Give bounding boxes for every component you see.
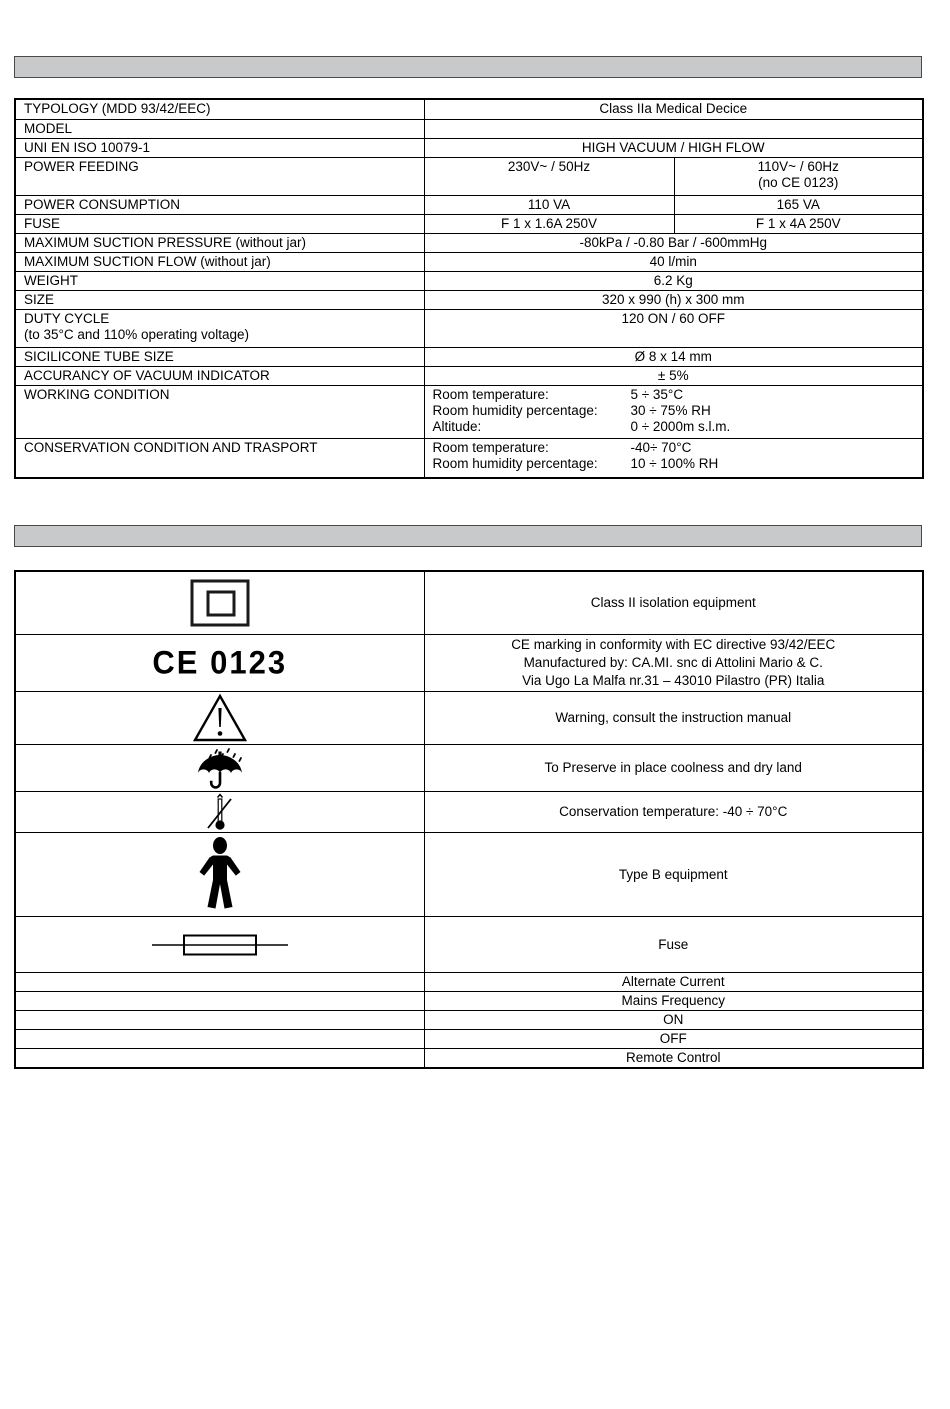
symbol-description: Conservation temperature: -40 ÷ 70°C [424, 792, 923, 833]
spec-value [424, 120, 923, 139]
spec-value: HIGH VACUUM / HIGH FLOW [424, 139, 923, 158]
spec-row-conservation [15, 439, 923, 479]
symbol-description: Mains Frequency [424, 992, 923, 1011]
symbol-description [424, 635, 923, 692]
spec-row-power-consumption [15, 196, 923, 215]
spec-row-size [15, 291, 923, 310]
spec-value: F 1 x 1.6A 250V [424, 215, 674, 234]
condition-line [433, 387, 915, 403]
spec-label: POWER FEEDING [15, 158, 424, 196]
condition-value: -40÷ 70°C [630, 440, 692, 455]
spec-value-230v: 230V~ / 50Hz [424, 158, 674, 196]
symbol-cell [15, 635, 424, 692]
spec-value-line: (no CE 0123) [758, 175, 839, 190]
spec-value: 40 l/min [424, 253, 923, 272]
condition-value: 30 ÷ 75% RH [630, 403, 711, 418]
symbol-cell [15, 917, 424, 973]
warning-triangle-icon [192, 693, 248, 743]
condition-name: Room humidity percentage: [432, 403, 598, 418]
fuse-icon [150, 932, 290, 958]
symbol-cell-empty [15, 992, 424, 1011]
symbol-cell [15, 792, 424, 833]
spec-conditions [424, 386, 923, 439]
spec-row-working-condition [15, 386, 923, 439]
symbol-row-type-b [15, 833, 923, 917]
condition-name: Room temperature: [432, 440, 549, 455]
symbol-cell [15, 833, 424, 917]
spec-table [14, 98, 924, 479]
spec-label: ACCURANCY OF VACUUM INDICATOR [15, 367, 424, 386]
section-header-bar-2 [14, 525, 922, 547]
spec-label: TYPOLOGY (MDD 93/42/EEC) [15, 99, 424, 120]
symbol-description-line: CE marking in conformity with EC directive 93/42/EEC [511, 637, 836, 652]
symbol-row-mains-frequency [15, 992, 923, 1011]
symbols-table [14, 570, 924, 1069]
symbol-description: Fuse [424, 917, 923, 973]
spec-label: MAXIMUM SUCTION PRESSURE (without jar) [15, 234, 424, 253]
spec-value: 110 VA [424, 196, 674, 215]
condition-line [433, 419, 915, 435]
document-content [14, 0, 922, 1069]
symbol-description: Remote Control [424, 1049, 923, 1069]
symbol-description-line: Via Ugo La Malfa nr.31 – 43010 Pilastro (PR) Italia [522, 673, 825, 688]
symbol-row-alternate-current [15, 973, 923, 992]
condition-value: 0 ÷ 2000m s.l.m. [630, 419, 731, 434]
spec-label: SIZE [15, 291, 424, 310]
condition-value: 10 ÷ 100% RH [630, 456, 719, 471]
symbol-row-keep-dry [15, 745, 923, 792]
spec-value-110v [674, 158, 923, 196]
symbol-cell-empty [15, 1011, 424, 1030]
type-b-person-icon [191, 837, 249, 913]
symbol-cell [15, 745, 424, 792]
symbol-description: Type B equipment [424, 833, 923, 917]
spec-value: Ø 8 x 14 mm [424, 348, 923, 367]
spec-row-weight [15, 272, 923, 291]
spec-row-typology [15, 99, 923, 120]
spec-label: POWER CONSUMPTION [15, 196, 424, 215]
keep-dry-umbrella-icon [190, 746, 250, 790]
symbol-description: To Preserve in place coolness and dry land [424, 745, 923, 792]
spec-row-fuse [15, 215, 923, 234]
spec-label: WEIGHT [15, 272, 424, 291]
condition-name: Room temperature: [432, 387, 549, 402]
condition-line [433, 456, 915, 472]
spec-label: FUSE [15, 215, 424, 234]
symbol-description-line: Manufactured by: CA.MI. snc di Attolini Mario & C. [523, 655, 823, 670]
spec-value: 6.2 Kg [424, 272, 923, 291]
spec-label: MAXIMUM SUCTION FLOW (without jar) [15, 253, 424, 272]
spec-row-duty-cycle [15, 310, 923, 348]
symbol-row-off [15, 1030, 923, 1049]
spec-row-uni-en-iso [15, 139, 923, 158]
symbol-row-warning [15, 692, 923, 745]
symbol-description: ON [424, 1011, 923, 1030]
spec-conditions [424, 439, 923, 479]
symbol-row-on [15, 1011, 923, 1030]
temperature-limit-icon [200, 793, 240, 831]
symbol-row-remote-control [15, 1049, 923, 1069]
symbol-row-class-ii [15, 571, 923, 635]
spec-label: WORKING CONDITION [15, 386, 424, 439]
symbol-row-temperature-limit [15, 792, 923, 833]
spec-value: 165 VA [674, 196, 923, 215]
spec-row-model [15, 120, 923, 139]
symbol-row-ce-marking [15, 635, 923, 692]
spec-row-max-suction-flow [15, 253, 923, 272]
symbol-description: Warning, consult the instruction manual [424, 692, 923, 745]
symbol-row-fuse [15, 917, 923, 973]
spec-label: SICILICONE TUBE SIZE [15, 348, 424, 367]
condition-name: Altitude: [432, 419, 482, 434]
spec-value: ± 5% [424, 367, 923, 386]
spec-label-line: (to 35°C and 110% operating voltage) [24, 327, 250, 342]
spec-label: MODEL [15, 120, 424, 139]
spec-label: CONSERVATION CONDITION AND TRASPORT [15, 439, 424, 479]
symbol-cell-empty [15, 1049, 424, 1069]
spec-value-line: 110V~ / 60Hz [757, 159, 839, 174]
spec-row-accuracy [15, 367, 923, 386]
spec-value: 320 x 990 (h) x 300 mm [424, 291, 923, 310]
spec-label [15, 310, 424, 348]
symbol-cell-empty [15, 1030, 424, 1049]
symbol-cell-empty [15, 973, 424, 992]
condition-name: Room humidity percentage: [432, 456, 598, 471]
spec-row-power-feeding [15, 158, 923, 196]
symbol-description: Alternate Current [424, 973, 923, 992]
ce-mark: CE 0123 [152, 644, 288, 681]
spec-row-max-suction-pressure [15, 234, 923, 253]
symbol-cell [15, 571, 424, 635]
section-header-bar-1 [14, 56, 922, 78]
symbol-description: Class II isolation equipment [424, 571, 923, 635]
symbol-description: OFF [424, 1030, 923, 1049]
condition-value: 5 ÷ 35°C [630, 387, 684, 402]
spec-value: Class IIa Medical Decice [424, 99, 923, 120]
spec-value: F 1 x 4A 250V [674, 215, 923, 234]
condition-line [433, 403, 915, 419]
spec-row-silicone-tube [15, 348, 923, 367]
spec-label-line: DUTY CYCLE [24, 311, 110, 326]
spec-value: 120 ON / 60 OFF [424, 310, 923, 348]
spec-label: UNI EN ISO 10079-1 [15, 139, 424, 158]
class-ii-icon [189, 578, 251, 628]
spec-value: -80kPa / -0.80 Bar / -600mmHg [424, 234, 923, 253]
symbol-cell [15, 692, 424, 745]
condition-line [433, 440, 915, 456]
